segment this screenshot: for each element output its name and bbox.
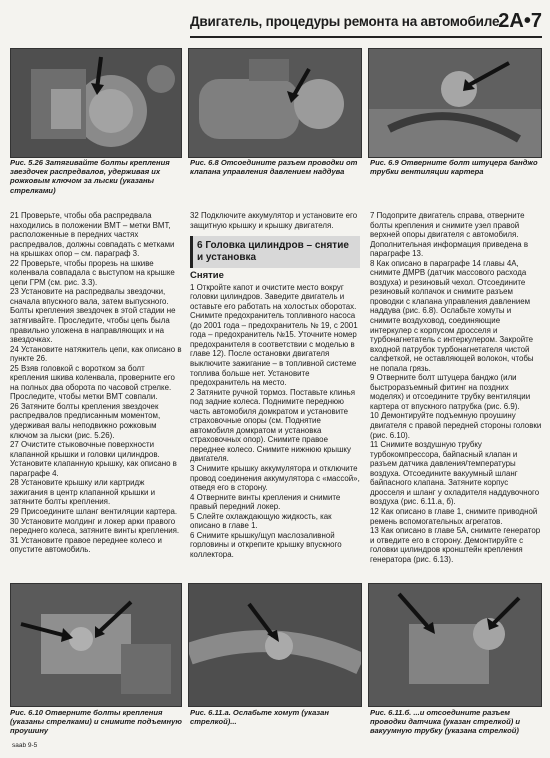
paragraph: 30 Установите молдинг и локер арки правого переднего колеса, затяните винты крепления.: [10, 516, 180, 536]
lifting-eye-photo-image: [11, 584, 181, 706]
photo-6-8: [188, 48, 362, 158]
clamp-photo-image: [189, 584, 361, 706]
paragraph: 23 Установите на распредвалы звездочки, сначала впускного вала, затем выпускного. Болты крепления звездочек в этой стадии не затягивайте. Проследите, чтобы цепь была правильно уложена в направляющих и на звездочках.: [10, 287, 176, 345]
photo-6-11a: [188, 583, 362, 707]
paragraph: 13 Как описано в главе 5А, снимите генератор и отведите его в сторону. Демонтируйте с головки цилиндров кронштейн крепления генератора (рис. 6.13).: [370, 526, 541, 564]
page-footer: saab 9-5: [12, 742, 38, 749]
paragraph: 26 Затяните болты крепления звездочек распредвалов предписанным моментом, удерживая валы неподвижно рожковым ключом за лыски (рис. 5.26).: [10, 401, 161, 440]
paragraph: 27 Очистите стыковочные поверхности клапанной крышки и головки цилиндров. Установите клапанную крышку, как описано в параграфе 4.: [10, 440, 177, 478]
page-code: 2А•7: [498, 10, 542, 32]
section-heading: 6 Головка цилиндров – снятие и установка: [190, 236, 360, 268]
paragraph: 12 Как описано в главе 1, снимите приводной ремень вспомогательных агрегатов.: [370, 506, 538, 526]
caption-6-9: Рис. 6.9 Отверните болт штуцера банджо трубки вентиляции картера: [370, 158, 538, 177]
paragraph: 9 Отверните болт штуцера банджо (или быстроразъемный фитинг на поздних моделях) и отсоедините трубку вентиляции картера от впускного патрубка (рис. 6.9).: [370, 373, 531, 411]
caption-6-11a: Рис. 6.11.а. Ослабьте хомут (указан стрелкой)...: [190, 708, 329, 727]
photo-6-10: [10, 583, 182, 707]
paragraph: 29 Присоедините шланг вентиляции картера.: [10, 506, 178, 516]
paragraph: 24 Установите натяжитель цепи, как описано в пункте 26.: [10, 344, 182, 364]
paragraph: 6 Снимите крышку/щуп маслозаливной горловины и открепите крышку впускного коллектора.: [190, 530, 342, 559]
photo-6-9: [368, 48, 542, 158]
paragraph: 3 Снимите крышку аккумулятора и отключите провод соединения аккумулятора с «массой», отведя его в сторону.: [190, 464, 360, 493]
paragraph: 28 Установите крышку или картридж зажигания в центр клапанной крышки и затяните болты крепления.: [10, 478, 155, 507]
page-title: Двигатель, процедуры ремонта на автомобиле: [190, 14, 500, 29]
subsection-heading: Снятие: [190, 270, 224, 282]
header-rule: [190, 36, 542, 38]
paragraph: 5 Слейте охлаждающую жидкость, как описано в главе 1.: [190, 511, 332, 531]
sensor-photo-image: [369, 584, 541, 706]
paragraph: 31 Установите правое переднее колесо и опустите автомобиль.: [10, 535, 162, 555]
valve-photo-image: [189, 49, 361, 157]
text-column-1: [10, 211, 182, 555]
engine-photo-image: [11, 49, 181, 157]
caption-6-10: Рис. 6.10 Отверните болты крепления (указаны стрелками) и снимите подъемную проушину: [10, 708, 182, 736]
caption-5-26: Рис. 5.26 Затягивайте болты крепления звездочек распредвалов, удерживая их рожковым ключом за лыски (указаны стрелками): [10, 158, 170, 195]
text-column-3: [370, 211, 542, 564]
photo-6-11b: [368, 583, 542, 707]
paragraph: 2 Затяните ручной тормоз. Поставьте клинья под задние колеса. Поднимите переднюю часть автомобиля домкратом и установите страховочные опоры (см. Поднятие автомобиля домкратом и установка страховочных опор). Снимите правое переднее колесо. Снимите нижнюю крышку двигателя.: [190, 387, 356, 464]
paragraph: 7 Подоприте двигатель справа, отверните болты крепления и снимите узел правой верхней опоры двигателя с автомобиля. Дополнительная информация приведена в параграфе 13.: [370, 211, 529, 259]
paragraph: 22 Проверьте, чтобы прорезь на шкиве коленвала совпадала с выступом на крышке цепи ГРМ (см. рис. 3.3).: [10, 258, 175, 287]
caption-6-11b: Рис. 6.11.б. ...и отсоедините разъем проводки датчика (указан стрелкой) и вакуумную трубку (указана стрелкой): [370, 708, 521, 736]
paragraph: 21 Проверьте, чтобы оба распредвала находились в положении ВМТ – метки ВМТ, расположенные в передних частях распредвалов, должны совпадать с метками на крышках опор – см. параграф 3.: [10, 211, 175, 259]
hose-photo-image: [369, 49, 541, 157]
paragraph: 32 Подключите аккумулятор и установите его защитную крышку и крышку двигателя.: [190, 211, 358, 230]
paragraph: 25 Взяв головкой с воротком за болт крепления шкива коленвала, проверните его на полных два оборота по часовой стрелке. Проследите, чтобы метки ВМТ совпали.: [10, 363, 175, 402]
paragraph: 8 Как описано в параграфе 14 главы 4А, снимите ДМРВ (датчик массового расхода воздуха) и резиновый чехол. Отсоедините резиновый колпачок и снимите разъем проводки с клапана управления давлением наддува (рис. 6.8). Ослабьте хомуты и снимите воздуховод, соединяющие интеркулер с корпусом дросселя и турбонагнетатель с интеркулером. Закройте входной патрубок турбонагнетателя чистой салфеткой, не оставляющей волокон, чтобы не попала грязь.: [370, 258, 534, 373]
paragraph: 10 Демонтируйте подъемную проушину двигателя с правой передней стороны головки (рис. 6.10).: [370, 411, 542, 440]
caption-6-8: Рис. 6.8 Отсоедините разъем проводки от клапана управления давлением наддува: [190, 158, 358, 177]
page-header: [190, 8, 542, 38]
paragraph: 11 Снимите воздушную трубку турбокомпрессора, байпасный клапан и разъем датчика давления/температуры воздуха. Отсоедините вакуумный шланг байпасного клапана. Затяните корпус дросселя и шланг у охладителя наддувочного воздуха (рис. 6.11.а, б).: [370, 440, 540, 507]
text-column-2: [190, 211, 360, 560]
paragraph: 4 Отверните винты крепления и снимите правый передний локер.: [190, 492, 341, 512]
paragraph: 1 Откройте капот и очистите место вокруг головки цилиндров. Заведите двигатель и оставьте его работать на холостых оборотах. Снимите предохранитель топливного насоса (до 2001 года – предохранитель № 19, с 2001 года – предохранитель №15. Уточните номер предохранителя в соответствии с моделью в главе 12). После остановки двигателя выключите зажигание – в топливной системе топлива больше нет. Установите предохранитель на место.: [190, 282, 358, 388]
photo-5-26: [10, 48, 182, 158]
